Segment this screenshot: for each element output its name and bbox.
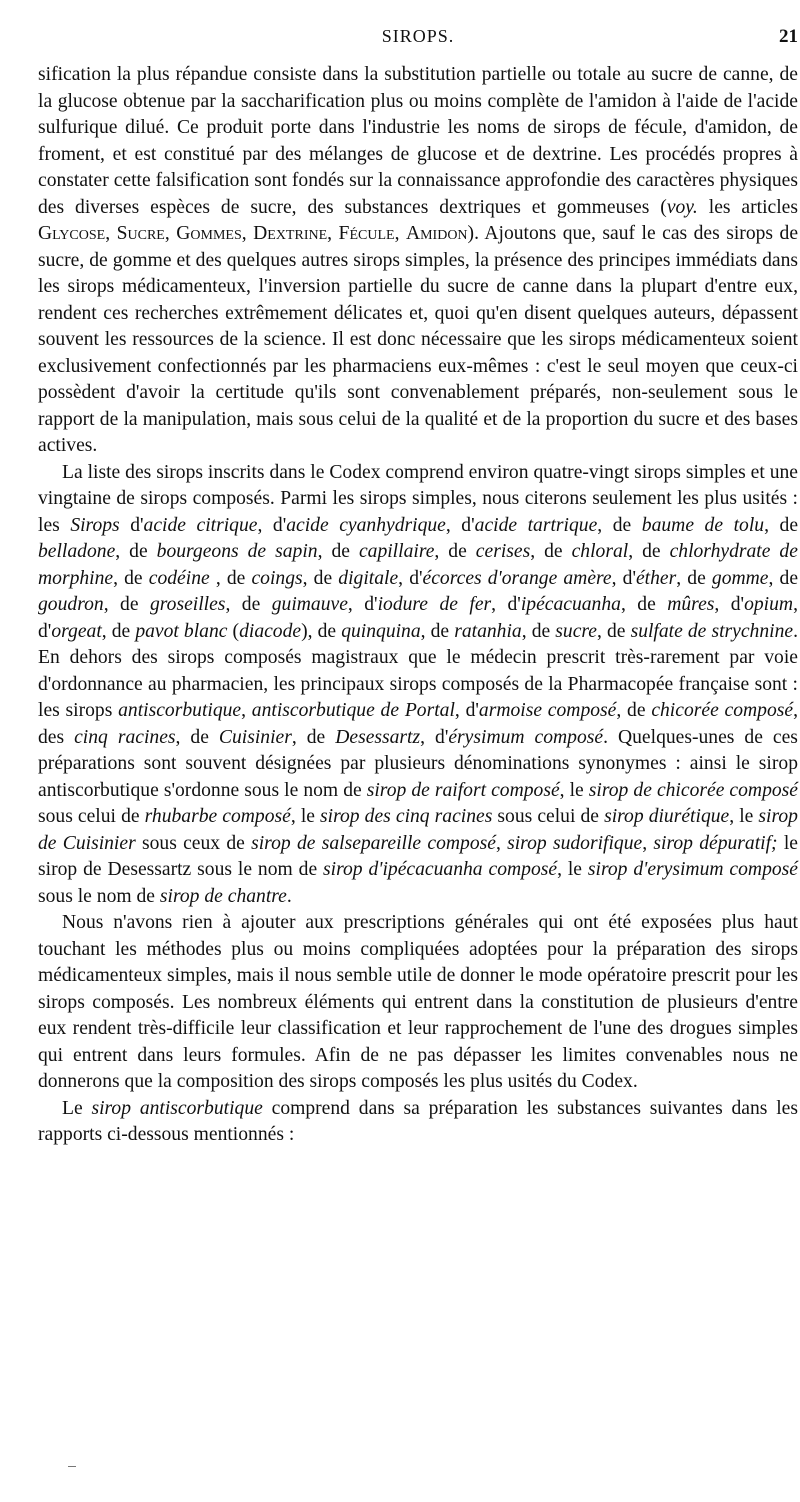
italic-run: Sirops: [70, 514, 120, 536]
text-run: ,: [241, 223, 254, 244]
text-run: , de: [768, 567, 799, 589]
text-run: ,: [164, 223, 177, 244]
text-run: , d': [714, 594, 745, 615]
italic-run: belladone: [38, 541, 116, 562]
text-run: , d': [454, 700, 479, 721]
text-run: , de: [764, 514, 799, 536]
text-run: , d': [347, 594, 378, 615]
text-run: , d': [38, 594, 798, 642]
italic-run: pavot blanc: [135, 620, 228, 642]
italic-run: sirop d'ipécacuanha composé: [323, 859, 558, 880]
text-run: sous celui de: [492, 806, 605, 827]
italic-run: goudron: [38, 594, 104, 615]
text-run: ,: [327, 223, 339, 244]
text-run: , de: [620, 594, 668, 615]
text-run: , de: [113, 567, 149, 589]
text-run: Le: [62, 1097, 92, 1119]
text-run: le sirop de Desessartz sous le nom de: [38, 832, 798, 880]
italic-run: sirop de Cuisinier: [38, 806, 798, 854]
italic-run: sirop d'erysimum composé: [587, 859, 798, 880]
italic-run: coings: [251, 567, 303, 589]
italic-run: capillaire: [358, 541, 435, 562]
text-run: , d': [398, 567, 423, 589]
footer-mark: [68, 1466, 76, 1467]
text-run: , de: [225, 594, 272, 615]
italic-run: chicorée composé: [651, 700, 794, 721]
text-run: , de: [628, 541, 670, 562]
italic-run: éther: [635, 567, 677, 589]
text-run: . En dehors des sirops composés magistraux que le médecin prescrit très-rarement par voie d'ordonnance au pharmacien, les principaux sirops composés de la Pharmacopée française sont : les sirops: [38, 620, 798, 721]
italic-run: ipécacuanha: [520, 594, 621, 615]
text-run: , d': [491, 594, 521, 615]
italic-run: écorces d'orange amère: [422, 567, 612, 589]
text-run: , des: [38, 700, 798, 748]
italic-run: sirop de salsepareille composé: [251, 832, 496, 854]
small-caps-run: Glycose: [38, 223, 106, 244]
italic-run: sirop diurétique: [604, 806, 730, 827]
italic-run: chloral: [571, 541, 629, 562]
italic-run: opium: [744, 594, 794, 615]
italic-run: acide tartrique: [474, 514, 598, 536]
text-run: , de: [302, 567, 339, 589]
text-run: , de: [616, 700, 652, 721]
paragraph-4: [38, 1096, 798, 1149]
small-caps-run: Dextrine: [253, 223, 328, 244]
paragraph-2: [38, 460, 798, 911]
body-text: [38, 62, 798, 1149]
text-run: , d': [420, 726, 449, 748]
text-run: , d': [257, 514, 287, 536]
italic-run: sirop de chicorée composé: [588, 779, 798, 801]
italic-run: guimauve: [271, 594, 348, 615]
italic-run: mûres: [667, 594, 715, 615]
italic-run: cerises: [475, 541, 531, 562]
italic-run: bourgeons de sapin: [156, 541, 318, 562]
italic-run: antiscorbutique: [118, 700, 242, 721]
text-run: ,: [241, 700, 252, 721]
italic-run: voy.: [666, 196, 698, 218]
text-run: , de: [317, 541, 359, 562]
text-run: d': [119, 514, 144, 536]
page-header: [38, 26, 798, 54]
text-run: , de: [103, 594, 150, 615]
text-run: , d': [445, 514, 475, 536]
text-run: ,: [394, 223, 406, 244]
text-run: , le: [729, 806, 759, 827]
small-caps-run: Fécule: [338, 223, 395, 244]
italic-run: sirop des cinq racines: [320, 806, 493, 827]
text-run: , de: [434, 541, 476, 562]
italic-run: Desessartz: [335, 726, 421, 748]
text-run: ,: [495, 832, 508, 854]
italic-run: cinq racines: [74, 726, 176, 748]
italic-run: digitale: [338, 567, 399, 589]
text-run: comprend dans sa préparation les substances suivantes dans les rapports ci-dessous mentionnés :: [38, 1097, 798, 1145]
italic-run: armoise composé: [478, 700, 617, 721]
paragraph-3: [38, 910, 798, 1096]
text-run: sous celui de: [38, 806, 145, 827]
italic-run: sucre: [555, 620, 597, 642]
text-run: sification la plus répandue consiste dans la substitution partielle ou totale au sucre de canne, de la glucose obtenue par la saccharification plus ou moins complète de l'amidon à l'aide de l'acide sulfurique dilué. Ce produit porte dans l'industrie les noms de sirops de fécule, d'amidon, de froment, et est constitué par des mélanges de glucose et de dextrine. Les procédés propres à constater cette falsification sont fondés sur la connaissance approfondie des caractères physiques des diverses espèces de sucre, des substances dextriques et gommeuses (: [38, 64, 798, 218]
text-run: , de: [175, 726, 219, 748]
small-caps-run: Gommes: [176, 223, 242, 244]
italic-run: sirop de raifort composé: [366, 779, 560, 801]
italic-run: groseilles: [149, 594, 226, 615]
italic-run: ratanhia: [454, 620, 522, 642]
text-run: Nous n'avons rien à ajouter aux prescriptions générales qui ont été exposées plus haut touchant les méthodes plus ou moins compliquées adoptées pour la préparation des sirops médicamenteux simples, mais il nous semble utile de donner le mode opératoire prescrit pour les sirops composés. Les nombreux éléments qui entrent dans la constitution de plusieurs d'entre eux rendent très-difficile leur classification et leur rapprochement de l'une des drogues simples qui entrent dans leurs formules. Afin de ne pas dépasser les limites convenables nous ne donnerons que la composition des sirops composés les plus usités du Codex.: [38, 912, 798, 1092]
text-run: sous ceux de: [135, 832, 252, 854]
text-run: (: [227, 620, 240, 642]
italic-run: baume de tolu: [641, 514, 765, 536]
text-run: ,: [642, 832, 654, 854]
text-run: ). Ajoutons que, sauf le cas des sirops de sucre, de gomme et des quelques autres sirops simples, la présence des principes immédiats dans les sirops médicamenteux, l'inversion partielle du sucre de canne dans la plupart d'entre eux, rendent ces recherches extrêmement délicates et, quoi qu'en disent quelques auteurs, dépassent souvent les ressources de la science. Il est donc nécessaire que les sirops médicamenteux soient exclusivement confectionnés par les pharmaciens eux-mêmes : c'est le seul moyen que ceux-ci possèdent d'avoir la certitude qu'ils sont convenablement préparés, non-seulement sous le rapport de la manipulation, mais sous celui de la qualité et de la proportion du sucre et des bases actives.: [38, 223, 799, 456]
text-run: , de: [209, 567, 252, 589]
running-title: SIROPS.: [381, 26, 455, 46]
italic-run: sirop sudorifique: [507, 832, 643, 854]
text-run: . Quelques-unes de ces préparations sont souvent désignées par plusieurs dénominations synonymes : ainsi le sirop antiscorbutique s'ordonne sous le nom de: [38, 726, 798, 801]
italic-run: iodure de fer: [377, 594, 492, 615]
text-run: .: [286, 885, 292, 907]
text-run: , de: [101, 620, 136, 642]
italic-run: gomme: [711, 567, 769, 589]
italic-run: érysimum composé: [448, 726, 604, 748]
italic-run: sulfate de strychnine: [630, 620, 794, 642]
text-run: ,: [105, 223, 117, 244]
italic-run: acide cyanhydrique: [286, 514, 446, 536]
text-run: les articles: [697, 196, 799, 218]
paragraph-1: [38, 62, 798, 460]
italic-run: sirop antiscorbutique: [91, 1097, 263, 1119]
text-run: , le: [559, 779, 589, 801]
text-run: , d': [611, 567, 636, 589]
italic-run: chlorhydrate de morphine: [38, 541, 798, 589]
text-run: , de: [115, 541, 157, 562]
small-caps-run: Sucre: [116, 223, 165, 244]
text-run: , de: [530, 541, 572, 562]
italic-run: diacode: [239, 620, 302, 642]
text-run: , de: [597, 620, 631, 642]
italic-run: antiscorbutique de Portal: [251, 700, 455, 721]
text-run: , le: [557, 859, 588, 880]
italic-run: sirop de chantre: [159, 885, 287, 907]
text-run: ), de: [301, 620, 342, 642]
text-run: , le: [290, 806, 321, 827]
text-run: , de: [291, 726, 336, 748]
italic-run: quinquina: [341, 620, 421, 642]
italic-run: codéine: [148, 567, 210, 589]
italic-run: Cuisinier: [218, 726, 292, 748]
italic-run: acide citrique: [143, 514, 258, 536]
text-run: La liste des sirops inscrits dans le Codex comprend environ quatre-vingt sirops simples et une vingtaine de sirops composés. Parmi les sirops simples, nous citerons seulement les plus usités : les: [38, 461, 798, 536]
italic-run: rhubarbe composé: [144, 806, 291, 827]
text-run: , de: [676, 567, 712, 589]
text-run: , de: [521, 620, 556, 642]
text-run: , de: [420, 620, 455, 642]
italic-run: sirop dépuratif;: [653, 832, 778, 854]
italic-run: orgeat: [51, 620, 102, 642]
small-caps-run: Amidon: [405, 223, 468, 244]
text-run: , de: [597, 514, 642, 536]
page-number: 21: [779, 26, 798, 47]
text-run: sous le nom de: [38, 885, 160, 907]
